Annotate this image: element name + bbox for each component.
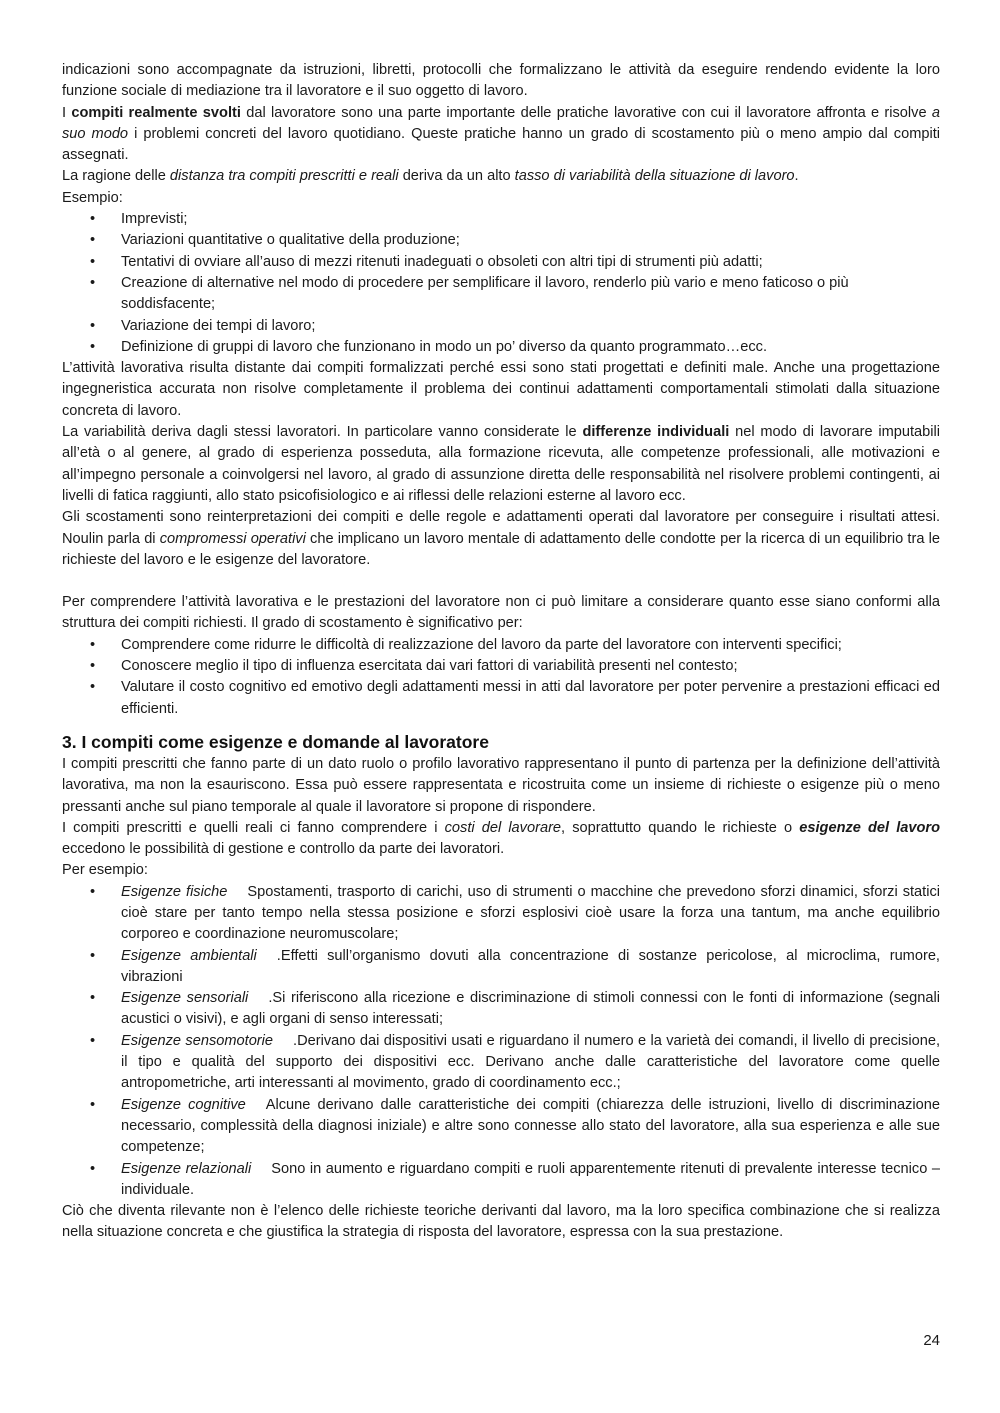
demands-list — [62, 882, 940, 1201]
bullet-icon: • — [90, 253, 96, 270]
list-item-text: Variazioni quantitative o qualitative della produzione; — [121, 232, 460, 249]
text-run: nel modo di lavorare imputabili all’età o al genere, al grado di esperienza posseduta, alla formazione ricevuta, alle competenze professionali, alle motivazioni e all’impegno personale a coinvolgersi nel lavoro, al grado di assunzione diretta delle responsabilità nel risolvere problemi contingenti, ai livelli di fatica raggiunti, allo stato psicofisiologico e ai riflessi delle relazioni esterne al lavoro ecc. — [62, 424, 940, 504]
text-run: dal lavoratore sono una parte importante delle pratiche lavorative con cui il lavoratore affronta e risolve — [240, 104, 932, 121]
demand-text: Sono in aumento e riguardano compiti e ruoli apparentemente ritenuti di prevalente interesse tecnico – individuale. — [121, 1160, 940, 1198]
demand-term: Esigenze cognitive — [121, 1096, 246, 1113]
list-item-text: Definizione di gruppi di lavoro che funzionano in modo un po’ diverso da quanto programmato…ecc. — [121, 338, 768, 355]
arrow-icon — [273, 1035, 293, 1048]
text-run: che implicano un lavoro mentale di adattamento delle condotte per la ricerca di un equilibrio tra le richieste del lavoro e le esigenze del lavoratore. — [62, 530, 940, 568]
document-body — [62, 60, 940, 1244]
demand-text: Alcune derivano dalle caratteristiche dei compiti (chiarezza delle istruzioni, livello di discriminazione necessario, complessità della diagnosi iniziale) e altre sono connesse allo stato del lavoratore, alla sua esperienza e alle sue competenze; — [121, 1096, 940, 1156]
list-item — [62, 882, 940, 946]
paragraph-10: Ciò che diventa rilevante non è l’elenco delle richieste teoriche derivanti dal lavoro, ma la loro specifica combinazione che si realizza nella situazione concreta e che giustifica la strategia di risposta del lavoratore, espressa con la sua prestazione. — [62, 1203, 940, 1241]
bold-italic-term: esigenze del lavoro — [799, 819, 941, 836]
arrow-icon — [248, 992, 268, 1005]
bold-term: differenze individuali — [582, 424, 730, 441]
text-run: La ragione delle — [62, 168, 170, 185]
bullet-icon: • — [90, 679, 96, 696]
bullet-icon: • — [90, 317, 96, 334]
list-item-text: Tentativi di ovviare all’auso di mezzi ritenuti inadeguati o obsoleti con altri tipi di strumenti più adatti; — [121, 253, 763, 270]
bullet-icon: • — [90, 1096, 96, 1113]
bullet-icon: • — [90, 232, 96, 249]
paragraph-5 — [62, 422, 940, 507]
text-run: La variabilità deriva dagli stessi lavoratori. In particolare vanno considerate le — [62, 424, 583, 441]
bullet-icon: • — [90, 211, 96, 228]
list-item — [62, 337, 940, 358]
bullet-icon: • — [90, 883, 96, 900]
list-item — [62, 1031, 940, 1095]
bold-term: compiti realmente svolti — [71, 104, 241, 121]
text-run: I — [62, 104, 72, 121]
arrow-icon — [227, 886, 247, 899]
list-item-text: Creazione di alternative nel modo di procedere per semplificare il lavoro, renderlo più vario e meno faticoso o più soddisfacente; — [121, 274, 849, 313]
text-run: deriva da un alto — [398, 168, 515, 185]
arrow-icon — [246, 1099, 266, 1112]
paragraph-4: L’attività lavorativa risulta distante dai compiti formalizzati perché essi sono stati progettati e definiti male. Anche una progettazione ingegneristica accurata non risolve completamente il problema dei continui adattamenti comportamentali stimolati dalla situazione concreta di lavoro. — [62, 360, 940, 419]
bullet-icon: • — [90, 1032, 96, 1049]
demand-text: Spostamenti, trasporto di carichi, uso di strumenti o macchine che prevedono sforzi dinamici, sforzi statici cioè stare per tanto tempo nella stessa posizione e sforzi esplosivi cioè usare la forza una tantum, ma anche equilibrio corporeo e coordinazione neuromuscolare; — [121, 883, 940, 943]
italic-term: distanza tra compiti prescritti e reali — [169, 168, 399, 185]
text-run: . — [794, 168, 799, 185]
paragraph-2 — [62, 103, 940, 167]
list-item-text: Valutare il costo cognitivo ed emotivo degli adattamenti messi in atti dal lavoratore per poter pervenire a prestazioni efficaci ed efficienti. — [121, 679, 940, 717]
page-number: 24 — [923, 1332, 940, 1349]
list-item — [62, 252, 940, 273]
paragraph-3 — [62, 166, 940, 187]
bullet-icon: • — [90, 636, 96, 653]
demand-term: Esigenze sensoriali — [121, 990, 249, 1007]
list-item — [62, 1095, 940, 1159]
example-label: Per esempio: — [62, 862, 148, 879]
list-item — [62, 316, 940, 337]
list-item — [62, 656, 940, 677]
demand-text: .Derivano dai dispositivi usati e riguardano il numero e la varietà dei comandi, il livello di precisione, il tipo e qualità del supporto dei dispositivi ecc. Derivano anche dalle caratteristiche del lavoratore come quelle antropometriche, arti interessanti al movimento, grado di coordinamento ecc.; — [121, 1032, 940, 1092]
list-item — [62, 230, 940, 251]
list-item — [62, 1159, 940, 1202]
italic-term: compromessi operativi — [159, 530, 306, 547]
bullet-icon: • — [90, 990, 96, 1007]
list-item-text: Variazione dei tempi di lavoro; — [121, 317, 316, 334]
text-run: I compiti prescritti e quelli reali ci fanno comprendere i — [62, 819, 445, 836]
demand-term: Esigenze relazionali — [121, 1160, 252, 1177]
italic-term: a suo modo — [62, 104, 940, 142]
list-item-text: Conoscere meglio il tipo di influenza esercitata dai vari fattori di variabilità presenti nel contesto; — [121, 658, 738, 675]
bullet-icon: • — [90, 338, 96, 355]
arrow-icon — [257, 950, 277, 963]
list-item — [62, 988, 940, 1031]
list-item-text: Imprevisti; — [121, 211, 188, 228]
paragraph-1: indicazioni sono accompagnate da istruzioni, libretti, protocolli che formalizzano le attività da eseguire rendendo evidente la loro funzione sociale di mediazione tra il lavoratore e il suo oggetto di lavoro. — [62, 62, 940, 100]
demand-term: Esigenze sensomotorie — [121, 1032, 274, 1049]
bullet-icon: • — [90, 274, 96, 291]
paragraph-spacer — [62, 571, 940, 592]
list-item — [62, 273, 940, 316]
demand-term: Esigenze ambientali — [121, 947, 257, 964]
paragraph-7: Per comprendere l’attività lavorativa e le prestazioni del lavoratore non ci può limitare a considerare quanto esse siano conformi alla struttura dei compiti richiesti. Il grado di scostamento è significativo per: — [62, 594, 940, 632]
bullet-icon: • — [90, 658, 96, 675]
paragraph-8: I compiti prescritti che fanno parte di un dato ruolo o profilo lavorativo rappresentano il punto di partenza per la definizione dell’attività lavorativa, ma non la esauriscono. Essa può essere rappresentata e ricostruita come un insieme di richieste o esigenze più o meno pressanti anche sul piano temporale al quale il lavoratore si propone di rispondere. — [62, 755, 940, 815]
demand-text: .Si riferiscono alla ricezione e discriminazione di stimoli connessi con le fonti di informazione (segnali acustici o visivi), e agli organi di senso interessati; — [121, 990, 940, 1028]
bullet-icon: • — [90, 1160, 96, 1177]
arrow-icon — [251, 1163, 271, 1176]
bullet-icon: • — [90, 947, 96, 964]
list-item-text: Comprendere come ridurre le difficoltà di realizzazione del lavoro da parte del lavoratore con interventi specifici; — [121, 636, 842, 653]
list-item — [62, 946, 940, 989]
list-item — [62, 209, 940, 230]
variability-list — [62, 209, 940, 358]
text-run: eccedono le possibilità di gestione e controllo da parte dei lavoratori. — [62, 841, 505, 858]
significance-list — [62, 635, 940, 720]
text-run: i problemi concreti del lavoro quotidiano. Queste pratiche hanno un grado di scostamento più o meno ampio dal compiti assegnati. — [62, 125, 941, 164]
italic-term: tasso di variabilità della situazione di lavoro — [514, 168, 795, 185]
italic-term: costi del lavorare — [444, 819, 562, 836]
demand-term: Esigenze fisiche — [121, 883, 228, 900]
example-label: Esempio: — [62, 189, 123, 206]
paragraph-6 — [62, 507, 940, 571]
section-heading: 3. I compiti come esigenze e domande al lavoratore — [62, 731, 489, 752]
list-item — [62, 635, 940, 656]
paragraph-9 — [62, 818, 940, 861]
list-item — [62, 677, 940, 720]
text-run: , soprattutto quando le richieste o — [561, 819, 800, 836]
demand-text: .Effetti sull’organismo dovuti alla concentrazione di sostanze pericolose, al microclima, rumore, vibrazioni — [121, 947, 940, 985]
text-run: Gli scostamenti sono reinterpretazioni dei compiti e delle regole e adattamenti operati dal lavoratore per conseguire i risultati attesi. Noulin parla di — [62, 509, 940, 547]
